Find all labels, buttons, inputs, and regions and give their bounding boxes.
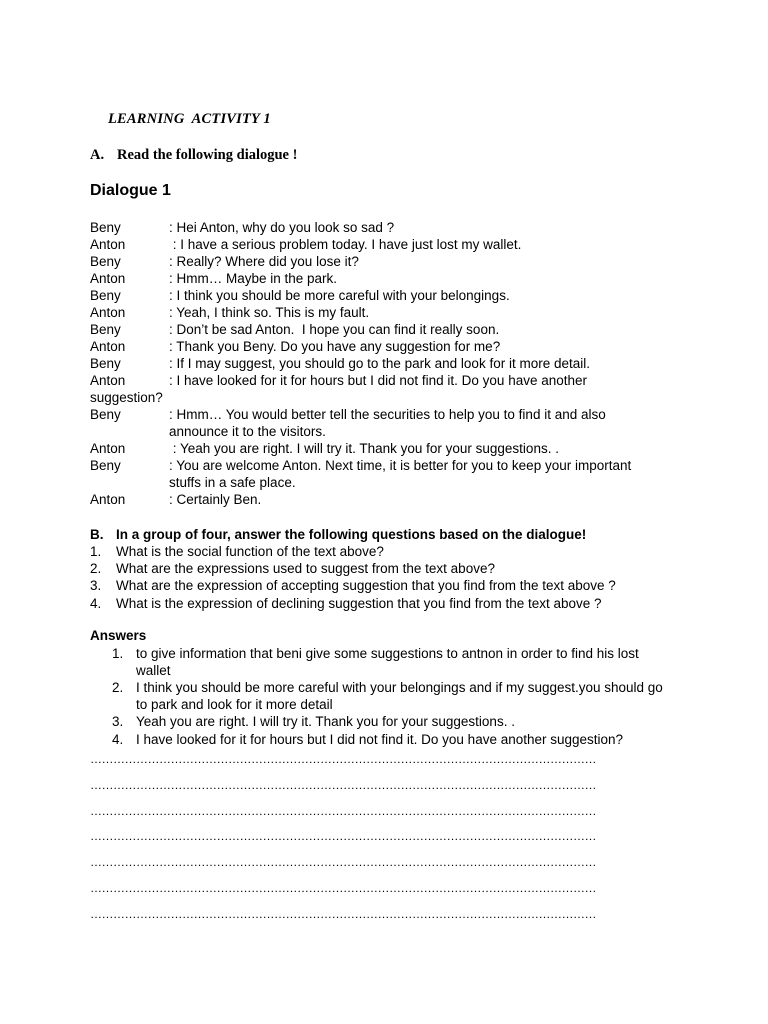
speech-text-wrapped: suggestion?: [90, 390, 163, 405]
dotted-line: ……………………………………………………………………………………………………………………: [90, 855, 596, 870]
questions-list: [90, 543, 616, 612]
answer-text: [136, 680, 663, 713]
dialogue-line: [90, 491, 690, 508]
speaker-name: Anton: [90, 339, 126, 354]
dialogue-line: [90, 287, 690, 304]
speech-text: : Thank you Beny. Do you have any suggestion for me?: [169, 339, 501, 354]
speaker-name: Beny: [90, 356, 121, 371]
dotted-line: ……………………………………………………………………………………………………………………: [90, 752, 596, 766]
answer-item: [112, 732, 682, 749]
speech-text: : Hmm… You would better tell the securities to help you to find it and also: [169, 407, 606, 422]
question-number: 3.: [90, 578, 102, 594]
dialogue-line: [90, 270, 690, 287]
section-b-heading: [90, 527, 586, 542]
dialogue-line: [90, 338, 690, 355]
dialogue-line: [90, 406, 690, 423]
speaker-name: Beny: [90, 407, 121, 422]
question-number: 1.: [90, 544, 102, 559]
question-item: [90, 560, 616, 577]
dotted-line: ……………………………………………………………………………………………………………………: [90, 906, 596, 921]
answers-list: [112, 646, 682, 749]
dialogue-line: [90, 236, 690, 253]
answer-number: 3.: [112, 714, 124, 729]
speech-text: : Yeah, I think so. This is my fault.: [169, 305, 370, 320]
question-number: 2.: [90, 561, 102, 577]
dialogue-line: [90, 457, 690, 474]
dialogue-line: [90, 440, 690, 457]
dotted-line: ……………………………………………………………………………………………………………………: [90, 880, 596, 895]
answer-line: I have looked for it for hours but I did not find it. Do you have another suggestion?: [136, 731, 624, 747]
dialogue-line: [90, 219, 690, 236]
speech-text: : I have a serious problem today. I have just lost my wallet.: [169, 237, 522, 252]
speaker-name: Anton: [90, 271, 126, 286]
speech-text: : If I may suggest, you should go to the park and look for it more detail.: [169, 356, 590, 371]
question-text: What are the expression of accepting suggestion that you find from the text above ?: [116, 578, 616, 594]
speech-text: : Certainly Ben.: [169, 492, 262, 507]
speech-text-continued: stuffs in a safe place.: [169, 475, 296, 490]
answer-number: 2.: [112, 680, 124, 695]
answer-line: to park and look for it more detail: [136, 696, 333, 712]
blank-answer-lines: [90, 749, 690, 930]
speaker-name: Anton: [90, 373, 126, 388]
answer-text: [136, 646, 639, 679]
section-a-text: Read the following dialogue !: [117, 147, 298, 163]
answer-line: I think you should be more careful with your belongings and if my suggest.you should go: [136, 680, 663, 695]
speech-text: : Yeah you are right. I will try it. Thank you for your suggestions. .: [169, 441, 559, 456]
speech-text: : I have looked for it for hours but I did not find it. Do you have another: [169, 373, 587, 388]
speech-text: : Hmm… Maybe in the park.: [169, 271, 338, 286]
answer-number: 1.: [112, 646, 124, 661]
dotted-line: ……………………………………………………………………………………………………………………: [90, 777, 596, 792]
answer-line: wallet: [136, 662, 171, 678]
speaker-name: Beny: [90, 322, 121, 337]
dotted-line: ……………………………………………………………………………………………………………………: [90, 829, 596, 844]
question-text: What are the expressions used to suggest from the text above?: [116, 561, 495, 577]
speech-text: : Don’t be sad Anton. I hope you can find it really soon.: [169, 322, 500, 337]
answer-number: 4.: [112, 731, 124, 747]
speech-text: : Hei Anton, why do you look so sad ?: [169, 220, 395, 235]
dialogue-line: [90, 304, 690, 321]
speaker-name: Beny: [90, 288, 121, 303]
dialogue-line: [90, 355, 690, 372]
section-b-marker: B.: [90, 527, 104, 542]
answer-line: Yeah you are right. I will try it. Thank you for your suggestions. .: [136, 714, 515, 729]
question-item: [90, 577, 616, 594]
speech-text: : Really? Where did you lose it?: [169, 254, 359, 269]
speaker-name: Beny: [90, 220, 121, 235]
dialogue-line: [90, 253, 690, 270]
speaker-name: Anton: [90, 237, 126, 252]
speech-text-continued: announce it to the visitors.: [169, 424, 326, 439]
speaker-name: Anton: [90, 305, 126, 320]
speaker-name: Anton: [90, 441, 126, 456]
speaker-name: Anton: [90, 492, 126, 507]
question-text: What is the expression of declining suggestion that you find from the text above ?: [116, 595, 602, 611]
answer-item: [112, 714, 682, 731]
question-item: [90, 543, 616, 560]
answer-line: to give information that beni give some suggestions to antnon in order to find his lost: [136, 646, 639, 661]
answers-heading: Answers: [90, 628, 147, 643]
answer-item: [112, 646, 682, 679]
speaker-name: Beny: [90, 254, 121, 269]
speech-text: : I think you should be more careful with your belongings.: [169, 288, 510, 303]
question-item: [90, 595, 616, 612]
question-text: What is the social function of the text above?: [116, 544, 384, 559]
learning-activity-title: LEARNING ACTIVITY 1: [108, 111, 271, 127]
speaker-name: Beny: [90, 458, 121, 473]
speech-text: : You are welcome Anton. Next time, it is better for you to keep your important: [169, 458, 632, 473]
dialogue-title: Dialogue 1: [90, 182, 171, 199]
dotted-line: ……………………………………………………………………………………………………………………: [90, 803, 596, 818]
section-a-heading: [90, 147, 297, 164]
section-a-marker: A.: [90, 147, 105, 163]
answer-item: [112, 680, 682, 713]
dialogue-line: [90, 321, 690, 338]
dialogue-line: [90, 372, 690, 389]
dialogue-block: [90, 219, 690, 508]
question-number: 4.: [90, 595, 102, 611]
section-b-text: In a group of four, answer the following questions based on the dialogue!: [116, 527, 587, 542]
